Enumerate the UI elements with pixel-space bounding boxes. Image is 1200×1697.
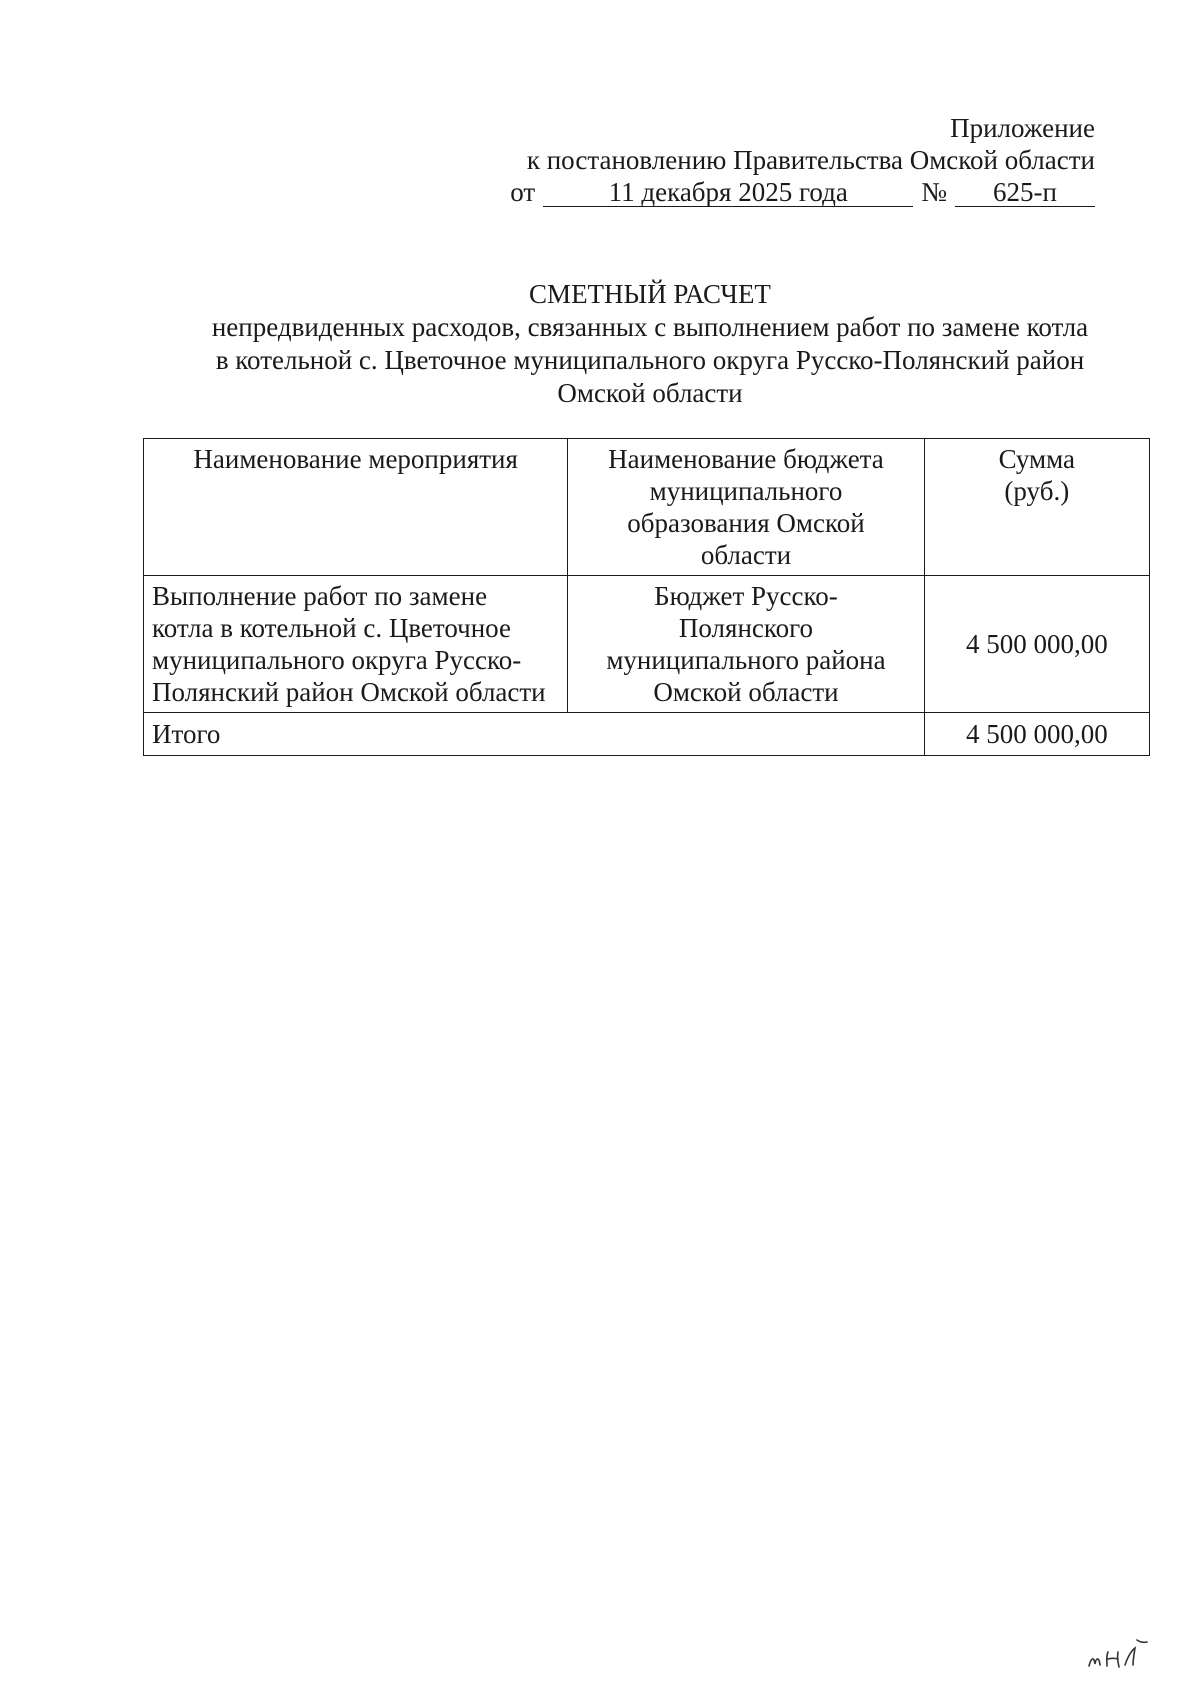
row-event-text-4: Полянский район Омской области [152, 677, 546, 707]
decree-date: 11 декабря 2025 года [543, 178, 913, 207]
estimate-table [143, 438, 1150, 756]
decree-number: 625-п [955, 178, 1095, 207]
header-budget [568, 439, 924, 576]
header-sum [924, 439, 1149, 576]
total-row [144, 713, 1150, 756]
row-event [144, 576, 568, 713]
header-sum-text-1: Сумма [998, 444, 1076, 474]
number-label: № [921, 177, 947, 207]
header-sum-text-2: (руб.) [1004, 476, 1070, 506]
header-event-text: Наименование мероприятия [193, 444, 518, 474]
document-title: СМЕТНЫЙ РАСЧЕТ [529, 279, 771, 309]
handwritten-initials-icon [1085, 1632, 1155, 1672]
header-budget-text-4: области [700, 540, 792, 570]
total-label: Итого [144, 713, 925, 756]
header-budget-text-3: образования Омской [627, 508, 865, 538]
appendix-date-number [510, 176, 1095, 208]
table-header-row [144, 439, 1150, 576]
header-budget-text-1: Наименование бюджета [608, 444, 884, 474]
row-budget-text-1: Бюджет Русско- [654, 581, 838, 611]
row-event-text-1: Выполнение работ по замене [152, 581, 488, 611]
row-budget-text-3: муниципального района [606, 645, 886, 675]
document-subtitle-line1: непредвиденных расходов, связанных с выполнением работ по замене котла [211, 312, 1089, 342]
total-sum: 4 500 000,00 [924, 713, 1149, 756]
appendix-reference: к постановлению Правительства Омской области [526, 145, 1095, 175]
appendix-title: Приложение [950, 113, 1095, 143]
header-event [144, 439, 568, 576]
row-sum: 4 500 000,00 [924, 576, 1149, 713]
header-budget-text-2: муниципального [649, 476, 843, 506]
table-row [144, 576, 1150, 713]
appendix-header [510, 112, 1095, 208]
row-budget-text-4: Омской области [653, 677, 839, 707]
row-budget [568, 576, 924, 713]
row-event-text-2: котла в котельной с. Цветочное [152, 613, 511, 643]
document-subtitle-line3: Омской области [557, 378, 743, 408]
document-title-block [150, 278, 1150, 410]
row-budget-text-2: Полянского [678, 613, 814, 643]
from-label: от [510, 177, 536, 207]
document-subtitle-line2: в котельной с. Цветочное муниципального округа Русско-Полянский район [215, 345, 1085, 375]
row-event-text-3: муниципального округа Русско- [152, 645, 522, 675]
